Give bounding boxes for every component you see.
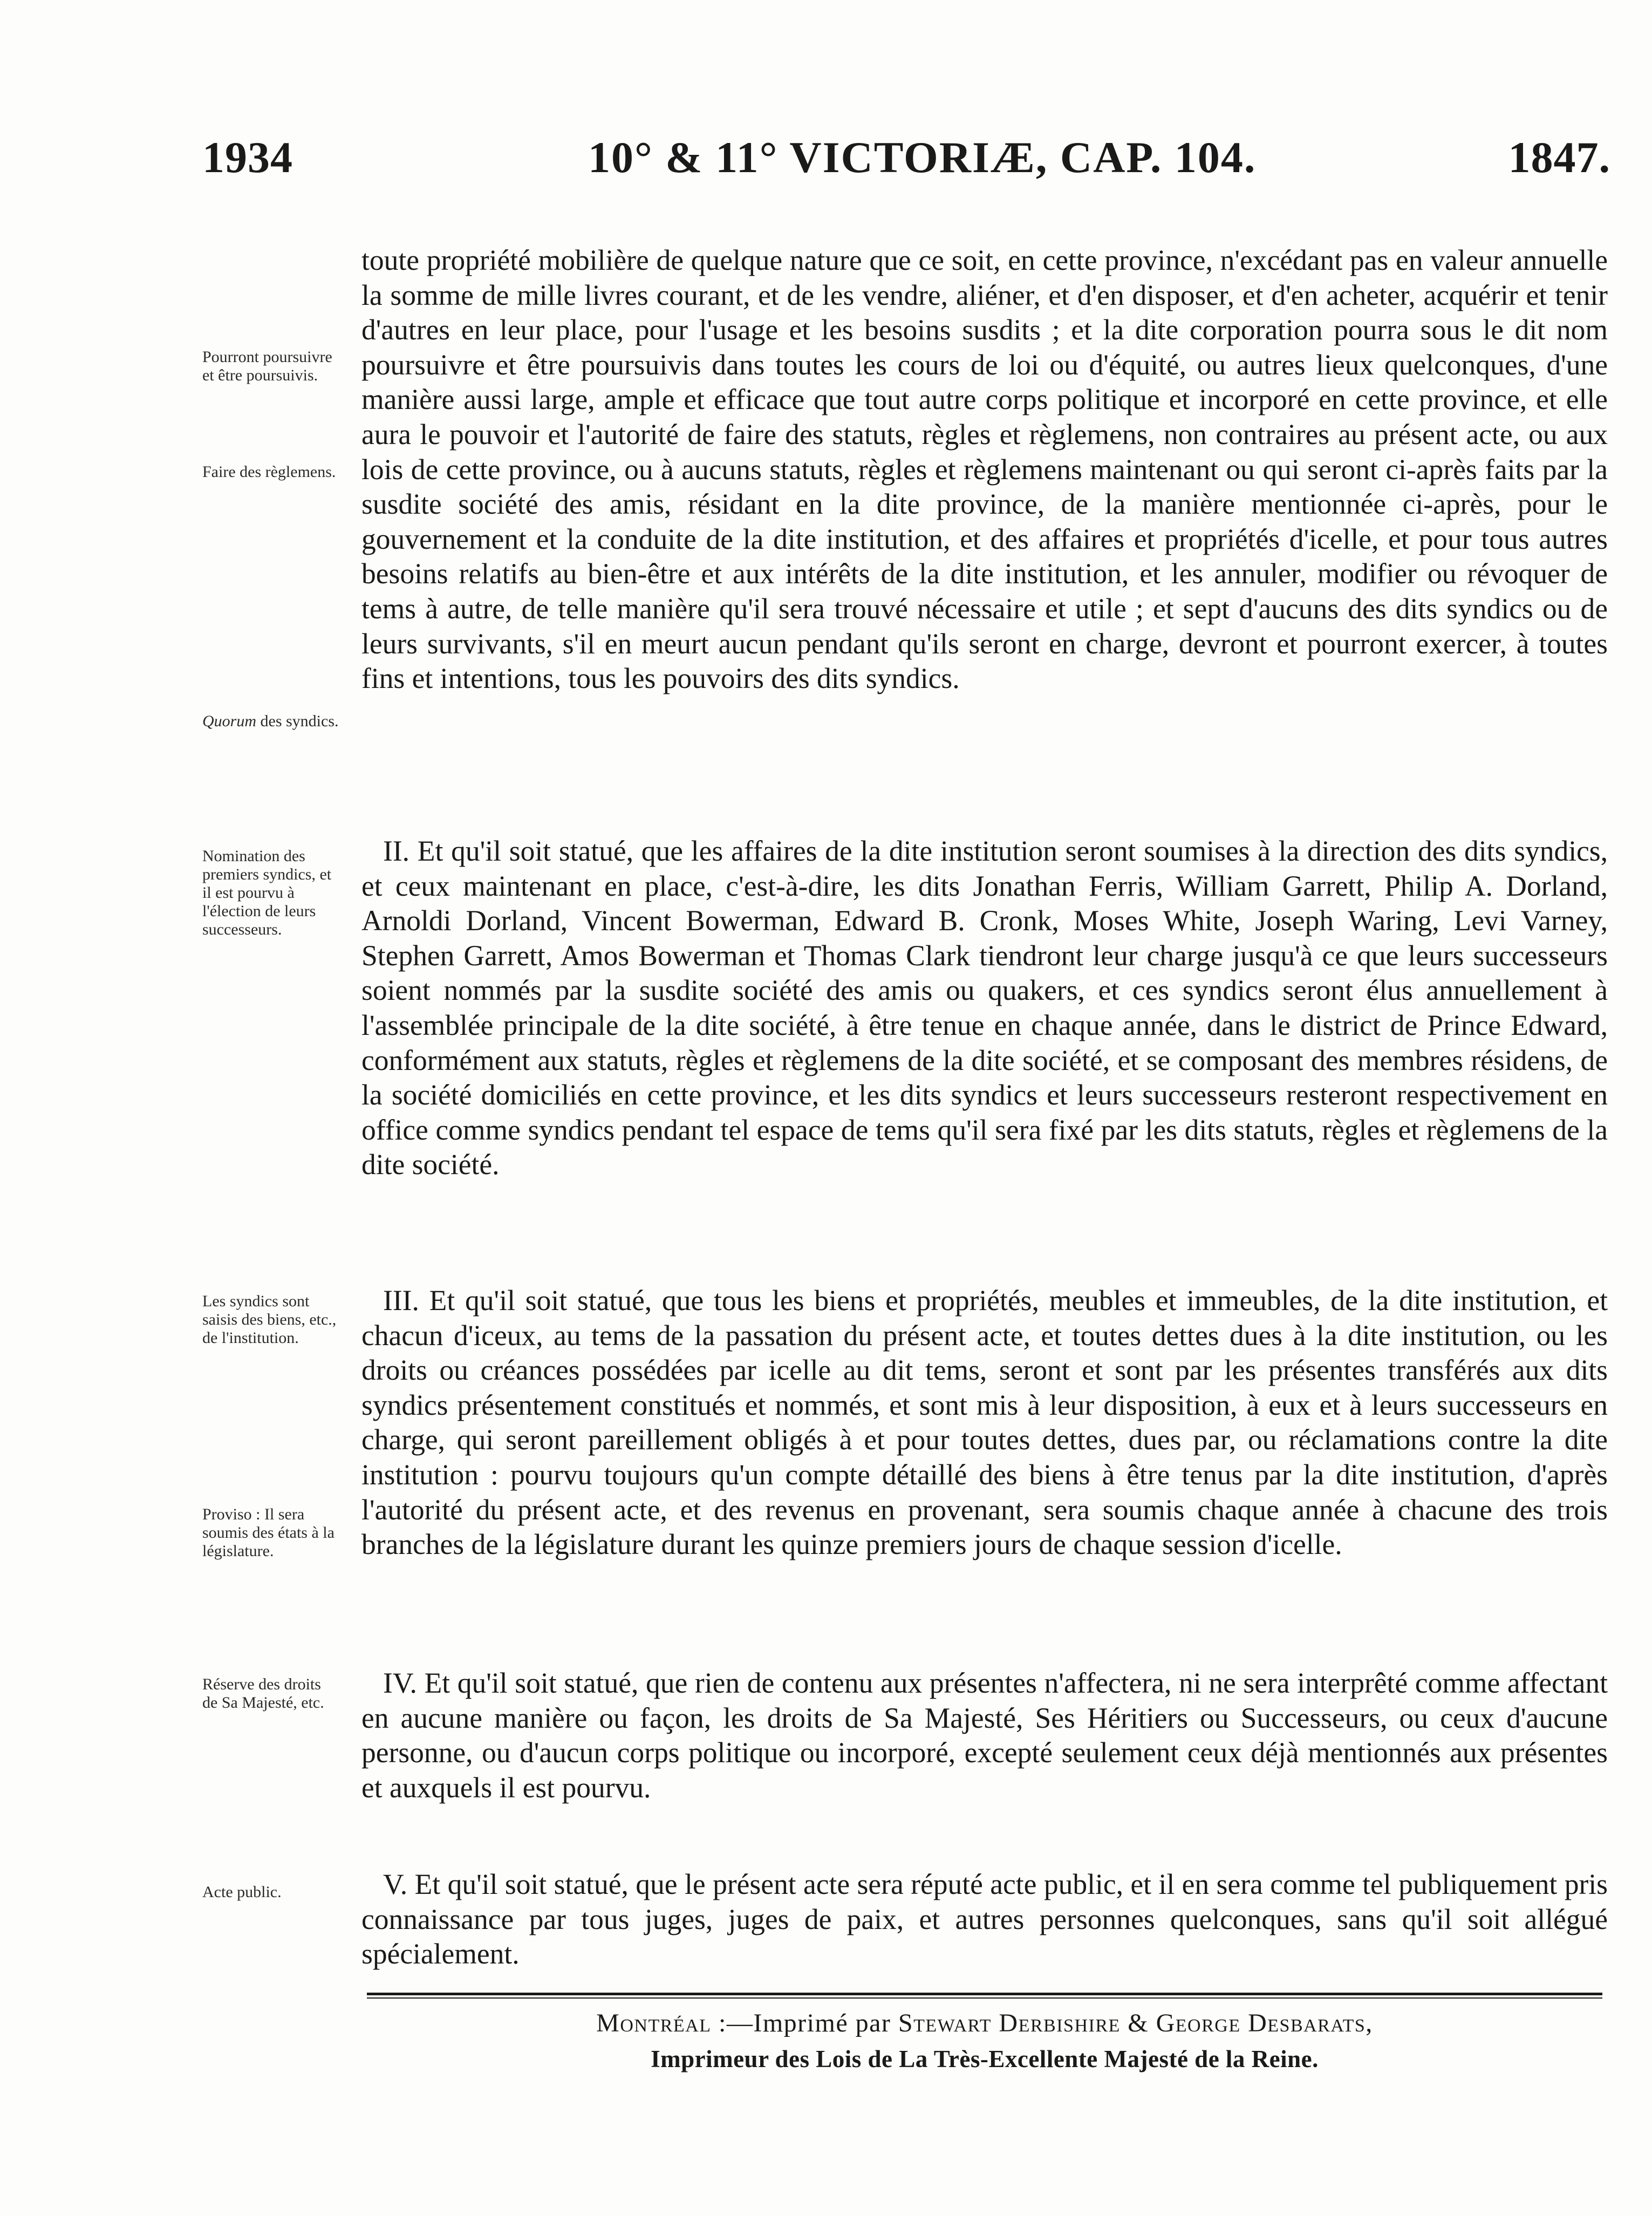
- imprint-printed-by: :—Imprimé par: [711, 2009, 898, 2037]
- imprint-line-1: [367, 2008, 1602, 2038]
- margin-note-vesting: Les syndics sont saisis des biens, etc., de l'institution.: [202, 1292, 337, 1347]
- margin-note-quorum-rest: des syndics.: [256, 712, 339, 730]
- margin-note-nomination: Nomination des premiers syndics, et il est pourvu à l'élection de leurs successeurs.: [202, 847, 332, 938]
- divider-rule: [367, 1993, 1602, 1995]
- paragraph-section-3: III. Et qu'il soit statué, que tous les biens et propriétés, meubles et immeubles, de la dite institution, et chacun d'iceux, au tems de la passation du présent acte, et toutes dettes dues à la dite institution, ou les droits ou créances possédées par icelle au dit tems, seront et sont par les présentes transférés aux dits syndics présentement constitués et nommés, et sont mis à leur disposition, à eux et à leurs successeurs en charge, qui seront pareillement obligés à et pour toutes dettes, dues par, ou réclamations contre la dite institution : pourvu toujours qu'un compte détaillé des biens à être tenus par la dite institution, d'après l'autorité du présent acte, et des revenus en provenant, sera soumis chaque année à chacune des trois branches de la législature durant les quinze premiers jours de chaque session d'icelle.: [361, 1284, 1608, 1561]
- paragraph-section-4: IV. Et qu'il soit statué, que rien de contenu aux présentes n'affectera, ni ne sera interprêté comme affectant en aucune manière ou façon, les droits de Sa Majesté, Ses Héritiers ou Successeurs, ou ceux d'aucune personne, ou d'aucun corps politique ou incorporé, excepté seulement ceux déjà mentionnés aux présentes et auxquels il est pourvu.: [361, 1667, 1608, 1804]
- paragraph-section-5: V. Et qu'il soit statué, que le présent acte sera réputé acte public, et il en sera comme tel publiquement pris connaissance par tous juges, juges de paix, et autres personnes quelconques, sans qu'il soit allégué spécialement.: [361, 1868, 1608, 1970]
- imprint-city: Montréal: [596, 2009, 712, 2037]
- margin-note-proviso: Proviso : Il sera soumis des états à la législature.: [202, 1505, 335, 1560]
- body-section-5: [361, 1867, 1608, 1972]
- margin-note-regulations: Faire des règlemens.: [202, 463, 336, 481]
- chapter-title: 10° & 11° VICTORIÆ, CAP. 104.: [588, 133, 1257, 182]
- paragraph-section-2: II. Et qu'il soit statué, que les affaires de la dite institution seront soumises à la direction des dits syndics, et ceux maintenant en place, c'est-à-dire, les dits Jonathan Ferris, William Garrett, Philip A. Dorland, Arnoldi Dorland, Vincent Bowerman, Edward B. Cronk, Moses White, Joseph Waring, Levi Varney, Stephen Garrett, Amos Bowerman et Thomas Clark tiendront leur charge jusqu'à ce que leurs successeurs soient nommés par la susdite société des amis ou quakers, et ces syndics seront élus annuellement à l'assemblée principale de la dite société, à être tenue en chaque année, dans le district de Prince Edward, conformément aux statuts, règles et règlemens de la dite société, et se composant des membres résidens, de la société domiciliés en cette province, et les dits syndics et leurs successeurs resteront respectivement en office comme syndics pendant tel espace de tems qu'il sera fixé par les dits statuts, règles et règlemens de la dite société.: [361, 835, 1608, 1181]
- body-continuation: [361, 243, 1608, 696]
- body-section-4: [361, 1666, 1608, 1805]
- page-number: 1934: [202, 133, 293, 182]
- imprint-printer-2: George Desbarats,: [1156, 2009, 1373, 2037]
- paragraph-continuation: toute propriété mobilière de quelque nature que ce soit, en cette province, n'excédant pas en valeur annuelle la somme de mille livres courant, et de les vendre, aliéner, et d'en disposer, et d'en acheter, acquérir et tenir d'autres en leur place, pour l'usage et les besoins susdits ; et la dite corporation pourra sous le dit nom poursuivre et être poursuivis dans toutes les cours de loi ou d'équité, ou autres lieux quelconques, d'une manière aussi large, ample et efficace que tout autre corps politique et incorporé en cette province, et elle aura le pouvoir et l'autorité de faire des statuts, règles et règlemens, non contraires au présent acte, ou aux lois de cette province, ou à aucuns statuts, règles et règlemens maintenant ou qui seront ci-après faits par la susdite société des amis, résidant en la dite province, de la manière mentionnée ci-après, pour le gouvernement et la conduite de la dite institution, et des affaires et propriétés d'icelle, et pour tous autres besoins relatifs au bien-être et aux intérêts de la dite institution, et les annuler, modifier ou révoquer de tems à autre, de telle manière qu'il sera trouvé nécessaire et utile ; et sept d'aucuns des dits syndics ou de leurs survivants, s'il en meurt aucun pendant qu'ils seront en charge, devront et pourront exercer, à toutes fins et intentions, tous les pouvoirs des dits syndics.: [361, 244, 1608, 695]
- body-section-3: [361, 1283, 1608, 1562]
- margin-note-sue: Pourront poursuivre et être poursuivis.: [202, 348, 332, 384]
- body-section-2: [361, 834, 1608, 1182]
- margin-note-quorum: [202, 712, 340, 731]
- margin-note-public-act: Acte public.: [202, 1883, 282, 1901]
- imprint-and: &: [1120, 2009, 1156, 2037]
- margin-note-reserve: Réserve des droits de Sa Majesté, etc.: [202, 1675, 324, 1712]
- running-header: [202, 132, 1610, 197]
- year: 1847.: [1508, 133, 1610, 182]
- imprint-printer-1: Stewart Derbishire: [898, 2009, 1121, 2037]
- imprint-line-2: Imprimeur des Lois de La Très-Excellente Majesté de la Reine.: [651, 2045, 1319, 2072]
- margin-note-quorum-italic: Quorum: [202, 712, 257, 730]
- divider-rule-thin: [367, 1997, 1602, 1999]
